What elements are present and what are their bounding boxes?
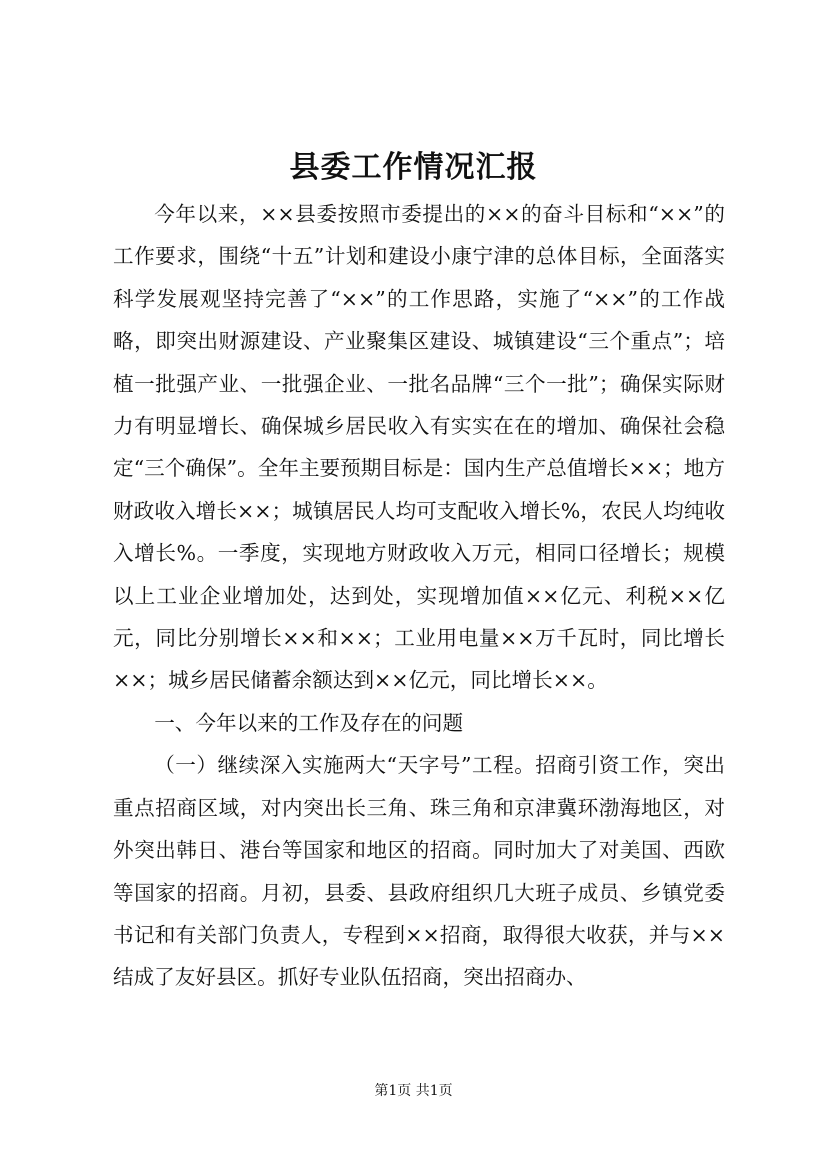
section-heading: 一、今年以来的工作及存在的问题 (154, 710, 464, 735)
paragraph-subsection-1: （一）继续深入实施两大“天字号”工程。招商引资工作，突出重点招商区域，对内突出长三角、珠三角和京津冀环渤海地区，对外突出韩日、港台等国家和地区的招商。同时加大了对美国、西欧等国家的招商。月初，县委、县政府组织几大班子成员、乡镇党委书记和有关部门负责人，专程到××招商，取得很大收获，并与××结成了友好县区。抓好专业队伍招商，突出招商办、 (113, 753, 725, 990)
document-title: 县委工作情况汇报 (289, 150, 538, 185)
page-footer: 第1页 共1页 (374, 1083, 453, 1099)
document-body (113, 193, 725, 999)
paragraph-intro: 今年以来，××县委按照市委提出的××的奋斗目标和“××”的工作要求，围绕“十五”计划和建设小康宁津的总体目标，全面落实科学发展观坚持完善了“××”的工作思路，实施了“××”的工作战略，即突出财源建设、产业聚集区建设、城镇建设“三个重点”；培植一批强产业、一批强企业、一批名品牌“三个一批”；确保实际财力有明显增长、确保城乡居民收入有实实在在的增加、确保社会稳定“三个确保”。全年主要预期目标是：国内生产总值增长××；地方财政收入增长××；城镇居民人均可支配收入增长%，农民人均纯收入增长%。一季度，实现地方财政收入万元，相同口径增长；规模以上工业企业增加处，达到处，实现增加值××亿元、利税××亿元，同比分别增长××和××；工业用电量××万千瓦时，同比增长××；城乡居民储蓄余额达到××亿元，同比增长××。 (113, 202, 725, 693)
